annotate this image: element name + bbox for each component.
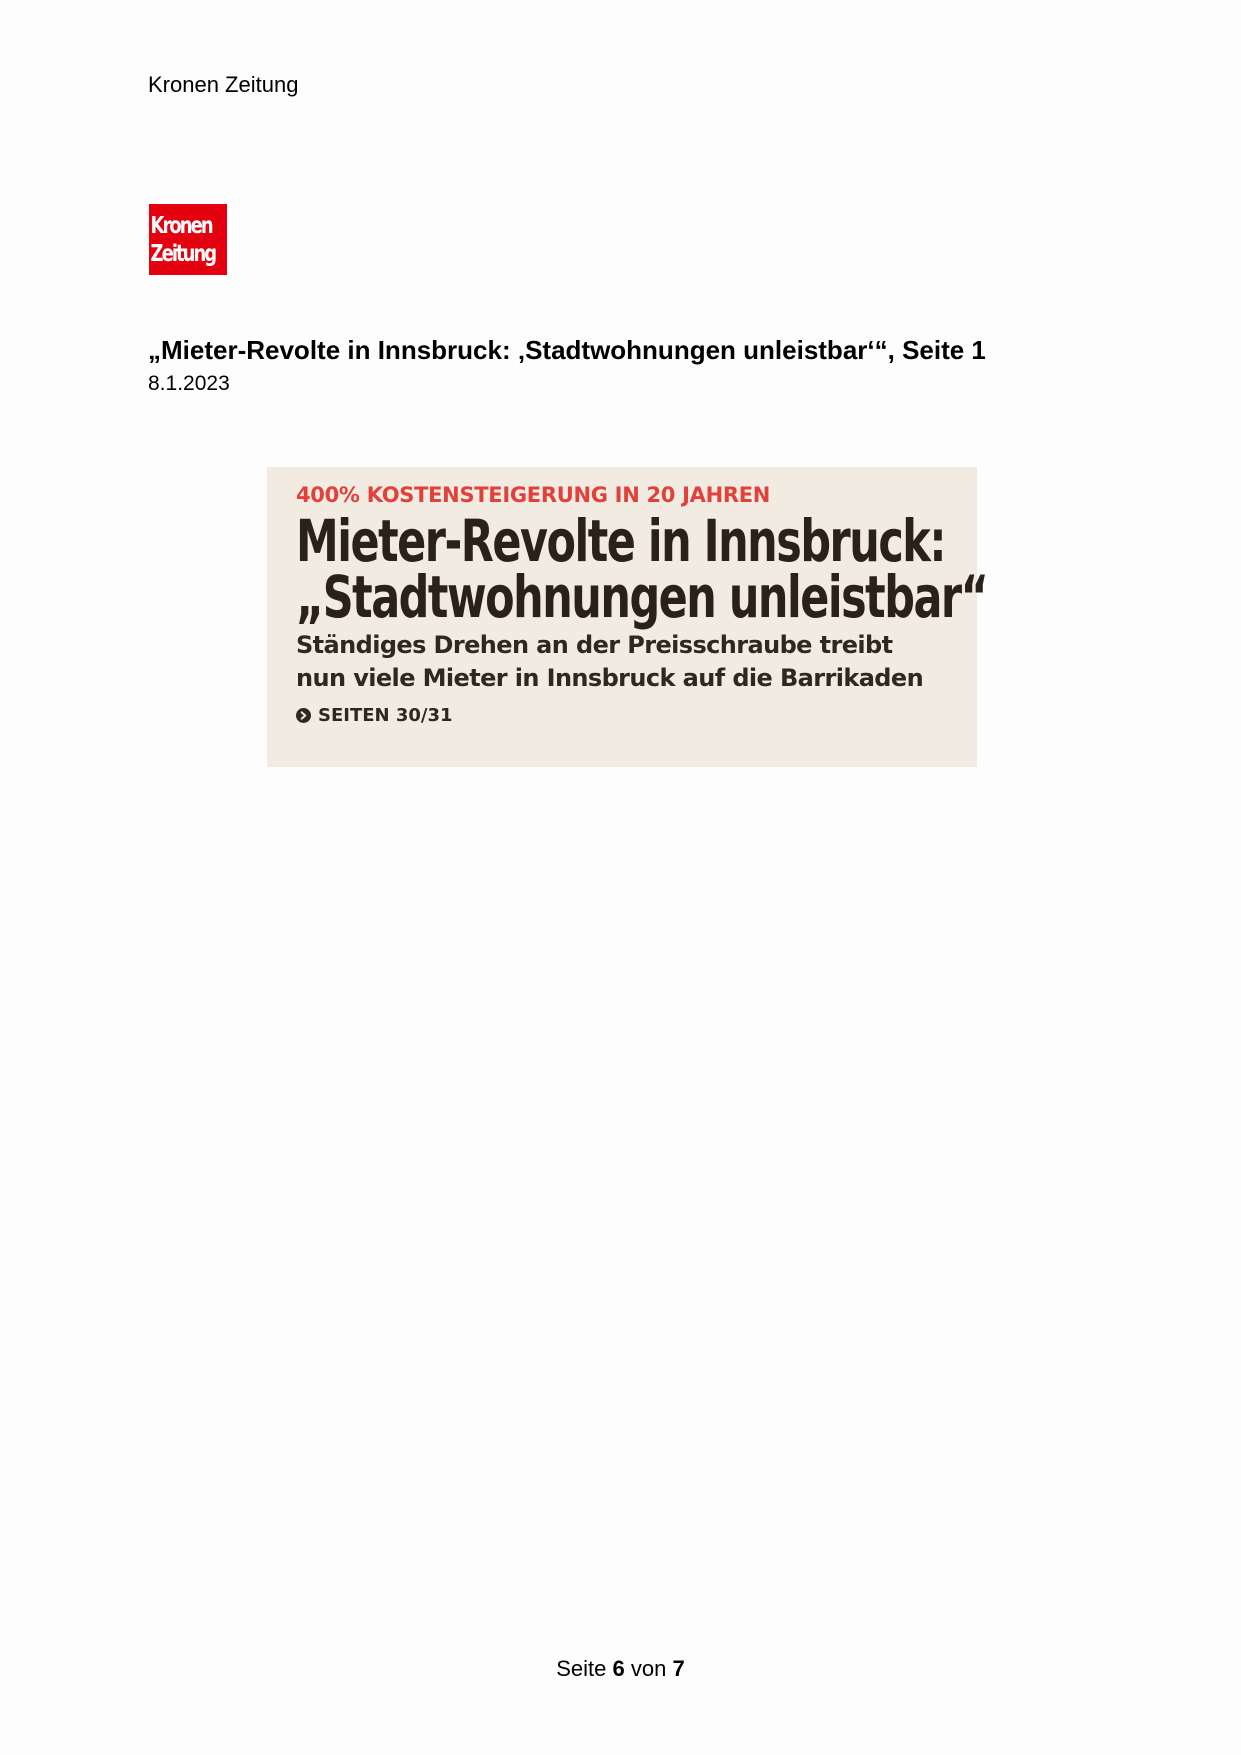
kronen-zeitung-logo <box>149 204 227 275</box>
newspaper-clipping <box>267 467 988 767</box>
clipping-headline-line-1: Mieter-Revolte in Innsbruck: <box>296 507 946 575</box>
clipping-headline-line-2: „Stadtwohnungen unleistbar“ <box>296 563 988 631</box>
footer-prefix: Seite <box>556 1656 607 1681</box>
footer-separator: von <box>630 1656 667 1681</box>
pages-reference-text: SEITEN 30/31 <box>318 705 453 726</box>
clipping-headline <box>296 507 988 631</box>
clipping-subline-line-1: Ständiges Drehen an der Preisschraube treibt <box>296 631 893 659</box>
footer-total-pages: 7 <box>672 1656 685 1681</box>
clipping-kicker: 400% KOSTENSTEIGERUNG IN 20 JAHREN <box>296 483 771 507</box>
clipping-subline-line-2: nun viele Mieter in Innsbruck auf die Barrikaden <box>296 664 924 692</box>
chevron-right-circle-icon <box>296 708 311 723</box>
clipping-subline <box>296 629 949 695</box>
logo-line-2: Zeitung <box>150 240 216 267</box>
clipping-pages-reference <box>296 705 949 726</box>
footer-current-page: 6 <box>612 1656 625 1681</box>
article-title: „Mieter-Revolte in Innsbruck: ‚Stadtwohnungen unleistbar‘“, Seite 1 <box>148 335 986 365</box>
page-footer <box>0 1656 1241 1682</box>
header-source-label: Kronen Zeitung <box>148 72 299 97</box>
article-date: 8.1.2023 <box>148 372 230 395</box>
logo-line-1: Kronen <box>150 212 212 239</box>
